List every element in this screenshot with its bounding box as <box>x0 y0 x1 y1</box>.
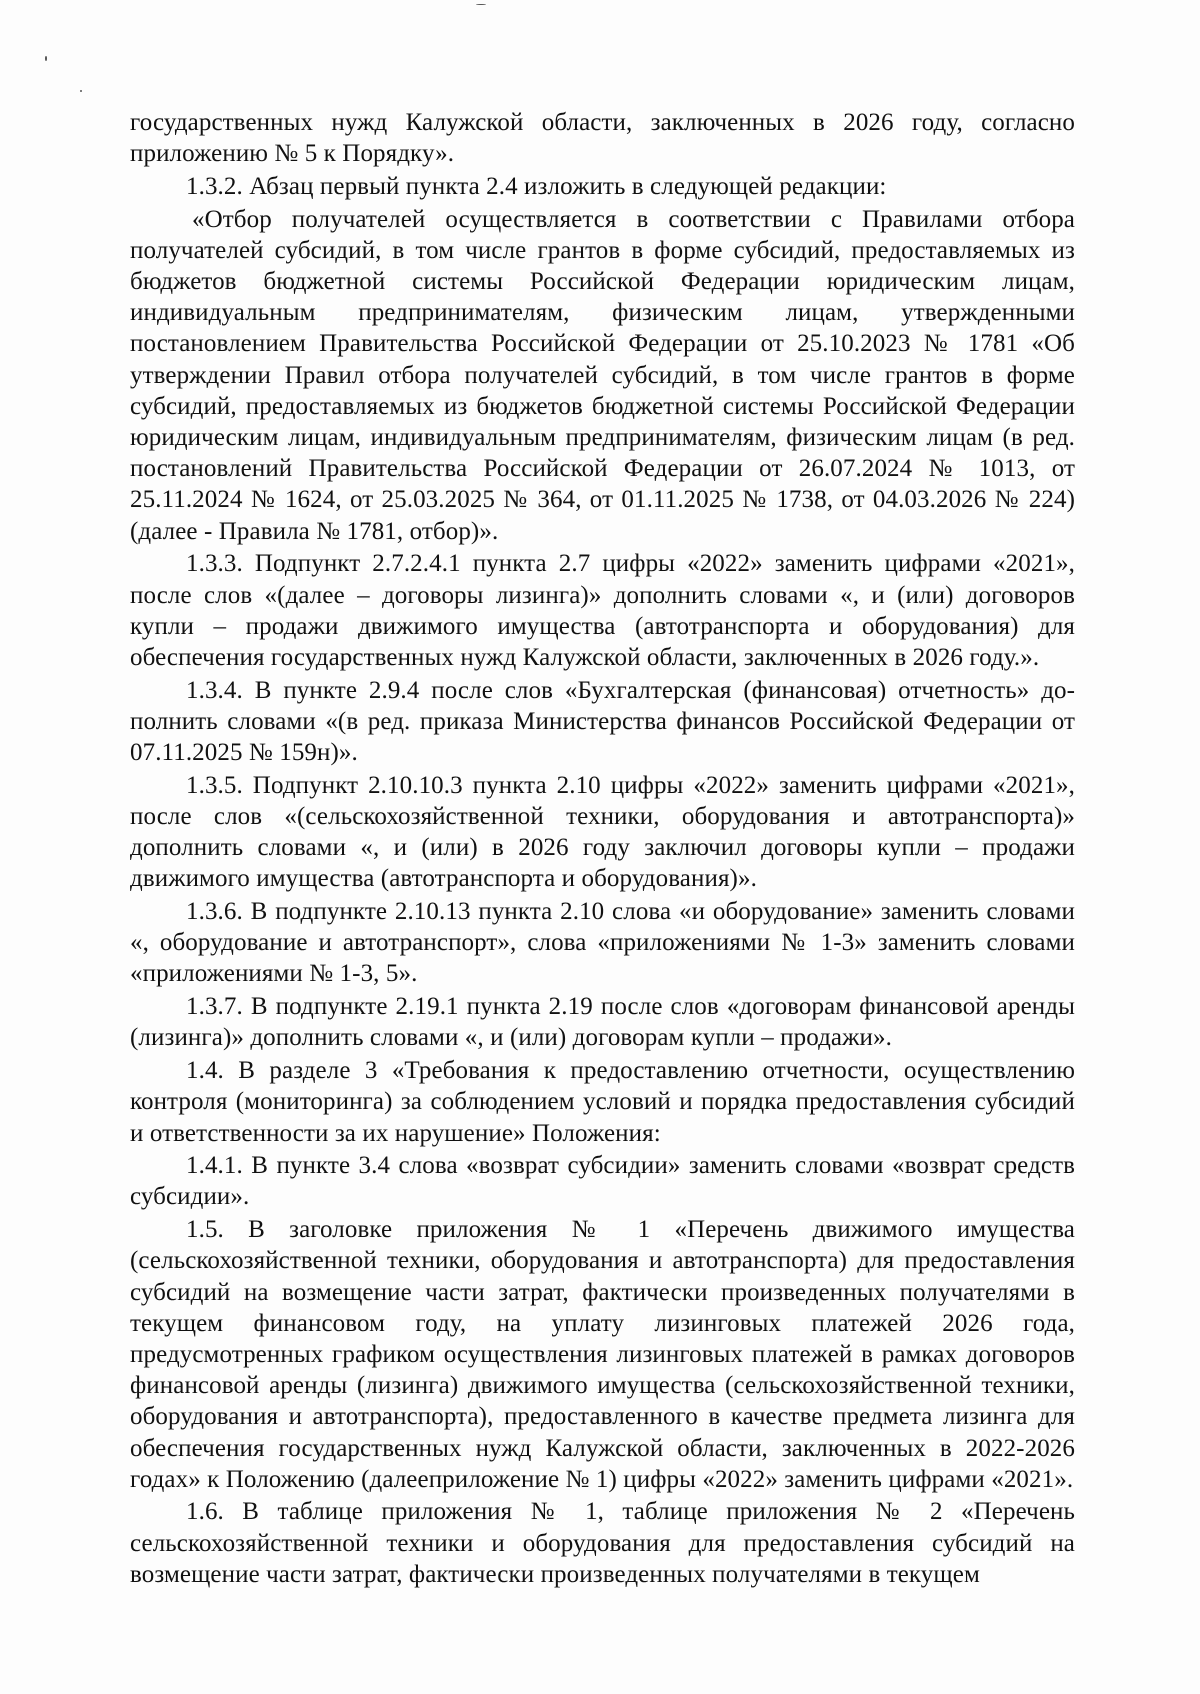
scan-speck <box>80 90 82 92</box>
paragraph-1-3-4: 1.3.4. В пункте 2.9.4 после слов «Бухгалтерская (финансовая) отчетность» дополнить словами «(в ред. приказа Министерства финансов Российской Федерации от 07.11.2025 № 159н)». <box>130 676 1075 767</box>
paragraph-1-5: 1.5. В заголовке приложения № 1 «Перечень движимого имущества (сельскохозяйственной техники, оборудования и автотранспорта) для предоставления субсидий на возмещение части затрат, фактически произведенных получателями в текущем финансовом году, на уплату лизинговых платежей 2026 года, предусмотренных графиком осуществления лизинговых платежей в рамках договоров финансовой аренды (лизинга) движимого имущества (сельскохозяйственной техники, оборудования и автотранспорта), предоставленного в качестве предмета лизинга для обеспечения государственных нужд Калужской области, заключенных в 2022-2026 годах» к Положению (далееприложение № 1) цифры «2022» заменить цифрами «2021». <box>130 1216 1075 1493</box>
paragraph-1-4: 1.4. В разделе 3 «Требования к предоставлению отчетности, осуществлению контроля (мониторинга) за соблюдением условий и порядка предоставления субсидий и ответственности за их нарушение» Положения: <box>130 1057 1075 1147</box>
paragraph-1-6: 1.6. В таблице приложения № 1, таблице приложения № 2 «Перечень сельскохозяйственной техники и оборудования для предоставления субсидий на возмещение части затрат, фактически произведенных получателями в текущем <box>130 1498 1075 1588</box>
paragraph-1-3-6: 1.3.6. В подпункте 2.10.13 пункта 2.10 слова «и оборудование» заменить словами «, оборудование и автотранспорт», слова «приложениями № 1-3» заменить словами «приложениями № 1-3, 5». <box>130 898 1075 988</box>
paragraph-1-3-7: 1.3.7. В подпункте 2.19.1 пункта 2.19 после слов «договорам финансовой аренды (лизинга)» дополнить словами «, и (или) договорам купли – продажи». <box>130 993 1075 1052</box>
paragraph-1-4-1: 1.4.1. В пункте 3.4 слова «возврат субсидии» заменить словами «возврат средств субсидии». <box>130 1152 1075 1211</box>
scan-speck <box>476 4 486 5</box>
scan-speck <box>45 56 47 61</box>
document-body <box>130 107 1075 1592</box>
paragraph-1-3-5: 1.3.5. Подпункт 2.10.10.3 пункта 2.10 цифры «2022» заменить цифрами «2021», после слов «(сельскохозяйственной техники, оборудования и автотранспорта)» дополнить словами «, и (или) в 2026 году заключил договоры купли – продажи движимого имущества (автотранспорта и оборудования)». <box>130 771 1075 893</box>
paragraph-1-3-3: 1.3.3. Подпункт 2.7.2.4.1 пункта 2.7 цифры «2022» заменить цифрами «2021», после слов «(далее – договоры лизинга)» дополнить словами «, и (или) договоров купли – продажи движимого имущества (автотранспорта и оборудования) для обеспечения государственных нужд Калужской области, заключенных в 2026 году.». <box>130 550 1075 671</box>
paragraph-quote-selection-rules: «Отбор получателей осуществляется в соответствии с Правилами отбора получателей субсидий, в том числе грантов в форме субсидий, предоставляемых из бюджетов бюджетной системы Российской Федерации юридическим лицам, индивидуальным предпринимателям, физическим лицам, утвержденными постановлением Правительства Российской Федерации от 25.10.2023 № 1781 «Об утверждении Правил отбора получателей субсидий, в том числе грантов в форме субсидий, предоставляемых из бюджетов бюджетной системы Российской Федерации юридическим лицам, индивидуальным предпринимателям, физическим лицам (в ред. постановлений Правительства Российской Федерации от 26.07.2024 № 1013, от 25.11.2024 № 1624, от 25.03.2025 № 364, от 01.11.2025 № 1738, от 04.03.2026 № 224) (далее - Правила № 1781, отбор)». <box>130 205 1075 545</box>
paragraph-continuation: государственных нужд Калужской области, заключенных в 2026 году, согласно приложению № 5 к Порядку». <box>130 109 1075 168</box>
paragraph-1-3-2: 1.3.2. Абзац первый пункта 2.4 изложить в следующей редакции: <box>186 172 887 200</box>
